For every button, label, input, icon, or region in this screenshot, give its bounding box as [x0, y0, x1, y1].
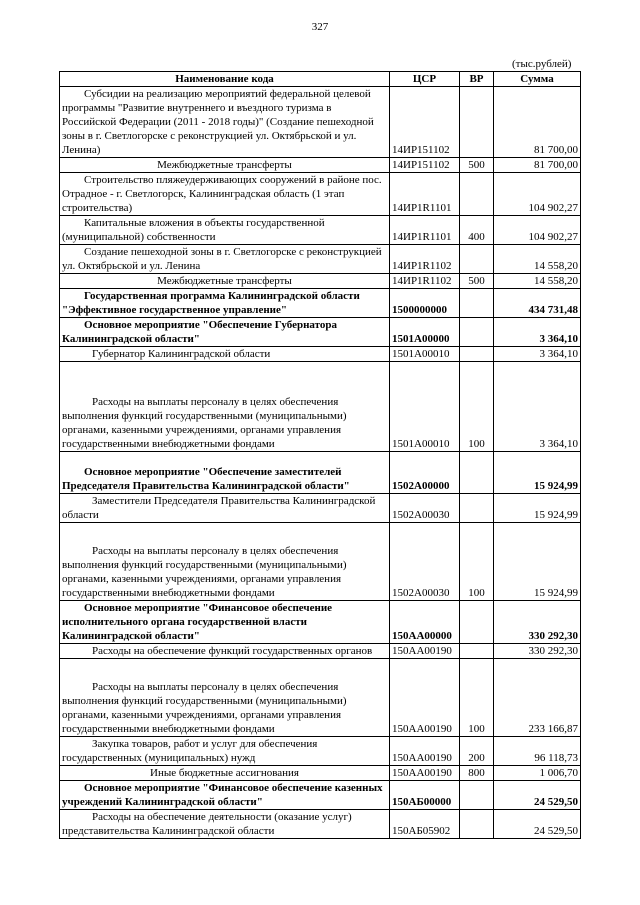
row-sum: 330 292,30 — [494, 644, 581, 659]
table-row — [60, 289, 581, 318]
row-sum: 1 006,70 — [494, 766, 581, 781]
table-row — [60, 523, 581, 601]
row-name: Государственная программа Калининградской области "Эффективное государственное управление" — [60, 289, 390, 318]
table-row — [60, 216, 581, 245]
table-header-row — [60, 72, 581, 87]
row-name: Межбюджетные трансферты — [60, 274, 390, 289]
row-vr — [460, 601, 494, 644]
row-sum: 24 529,50 — [494, 781, 581, 810]
row-csr: 1501А00000 — [390, 318, 460, 347]
table-row — [60, 87, 581, 158]
row-name: Основное мероприятие "Финансовое обеспечение казенных учреждений Калининградской области" — [60, 781, 390, 810]
row-csr: 1502А00000 — [390, 452, 460, 494]
row-csr: 14ИР1R1102 — [390, 274, 460, 289]
units-label: (тыс.рублей) — [512, 58, 572, 70]
header-sum: Сумма — [494, 72, 581, 87]
table-row — [60, 362, 581, 452]
row-sum: 81 700,00 — [494, 158, 581, 173]
row-csr: 14ИР1R1101 — [390, 216, 460, 245]
row-name: Капитальные вложения в объекты государственной (муниципальной) собственности — [60, 216, 390, 245]
row-sum: 3 364,10 — [494, 362, 581, 452]
table-row — [60, 810, 581, 839]
row-vr: 500 — [460, 274, 494, 289]
row-csr: 150АА00190 — [390, 737, 460, 766]
row-csr: 14ИР151102 — [390, 87, 460, 158]
row-vr — [460, 289, 494, 318]
row-sum: 81 700,00 — [494, 87, 581, 158]
row-vr: 500 — [460, 158, 494, 173]
row-sum: 104 902,27 — [494, 216, 581, 245]
row-csr: 150АБ00000 — [390, 781, 460, 810]
row-sum: 15 924,99 — [494, 452, 581, 494]
row-csr: 1501А00010 — [390, 347, 460, 362]
row-vr — [460, 452, 494, 494]
table-row — [60, 245, 581, 274]
row-csr: 150АА00190 — [390, 659, 460, 737]
header-csr: ЦСР — [390, 72, 460, 87]
row-sum: 14 558,20 — [494, 274, 581, 289]
row-name: Создание пешеходной зоны в г. Светлогорске с реконструкцией ул. Октябрьской и ул. Ленина — [60, 245, 390, 274]
row-csr: 150АБ05902 — [390, 810, 460, 839]
row-name: Межбюджетные трансферты — [60, 158, 390, 173]
table-row — [60, 494, 581, 523]
row-vr — [460, 810, 494, 839]
table-row — [60, 173, 581, 216]
row-csr: 150АА00000 — [390, 601, 460, 644]
table-row — [60, 659, 581, 737]
row-vr: 800 — [460, 766, 494, 781]
row-vr: 400 — [460, 216, 494, 245]
row-vr — [460, 494, 494, 523]
row-name: Основное мероприятие "Финансовое обеспечение исполнительного органа государственной власти Калининградской области" — [60, 601, 390, 644]
row-name: Основное мероприятие "Обеспечение заместителей Председателя Правительства Калининградской области" — [60, 452, 390, 494]
row-vr: 100 — [460, 523, 494, 601]
row-sum: 96 118,73 — [494, 737, 581, 766]
row-sum: 434 731,48 — [494, 289, 581, 318]
row-csr: 14ИР1R1101 — [390, 173, 460, 216]
row-vr: 100 — [460, 362, 494, 452]
table-row — [60, 274, 581, 289]
row-name: Иные бюджетные ассигнования — [60, 766, 390, 781]
row-name: Закупка товаров, работ и услуг для обеспечения государственных (муниципальных) нужд — [60, 737, 390, 766]
row-name: Расходы на выплаты персоналу в целях обеспечения выполнения функций государственными (муниципальными) органами, казенными учреждениями, органами управления государственными внебюджетными фондами — [60, 659, 390, 737]
row-name: Заместители Председателя Правительства Калининградской области — [60, 494, 390, 523]
row-csr: 14ИР1R1102 — [390, 245, 460, 274]
row-name: Расходы на обеспечение деятельности (оказание услуг) представительства Калининградской области — [60, 810, 390, 839]
row-csr: 1502А00030 — [390, 494, 460, 523]
row-vr — [460, 245, 494, 274]
row-sum: 233 166,87 — [494, 659, 581, 737]
row-vr — [460, 87, 494, 158]
row-vr: 100 — [460, 659, 494, 737]
row-sum: 14 558,20 — [494, 245, 581, 274]
table-row — [60, 737, 581, 766]
table-row — [60, 452, 581, 494]
row-name: Расходы на выплаты персоналу в целях обеспечения выполнения функций государственными (муниципальными) органами, казенными учреждениями, органами управления государственными внебюджетными фондами — [60, 523, 390, 601]
table-row — [60, 347, 581, 362]
header-name: Наименование кода — [60, 72, 390, 87]
header-vr: ВР — [460, 72, 494, 87]
table-row — [60, 601, 581, 644]
table-row — [60, 318, 581, 347]
row-vr: 200 — [460, 737, 494, 766]
row-sum: 3 364,10 — [494, 318, 581, 347]
page-number: 327 — [311, 21, 329, 33]
row-vr — [460, 318, 494, 347]
row-sum: 24 529,50 — [494, 810, 581, 839]
row-name: Строительство пляжеудерживающих сооружений в районе пос. Отрадное - г. Светлогорск, Калининградская область (1 этап строительства) — [60, 173, 390, 216]
row-name: Субсидии на реализацию мероприятий федеральной целевой программы "Развитие внутреннего и въездного туризма в Российской Федерации (2011 - 2018 годы)" (Создание пешеходной зоны в г. Светлогорске с реконструкцией ул. Октябрьской и ул. Ленина) — [60, 87, 390, 158]
row-sum: 15 924,99 — [494, 523, 581, 601]
row-csr: 14ИР151102 — [390, 158, 460, 173]
table-row — [60, 781, 581, 810]
row-csr: 150АА00190 — [390, 766, 460, 781]
row-name: Основное мероприятие "Обеспечение Губернатора Калининградской области" — [60, 318, 390, 347]
row-sum: 15 924,99 — [494, 494, 581, 523]
table-row — [60, 766, 581, 781]
row-vr — [460, 347, 494, 362]
row-csr: 1502А00030 — [390, 523, 460, 601]
row-vr — [460, 644, 494, 659]
row-name: Расходы на обеспечение функций государственных органов — [60, 644, 390, 659]
row-csr: 150АА00190 — [390, 644, 460, 659]
row-vr — [460, 781, 494, 810]
row-sum: 104 902,27 — [494, 173, 581, 216]
row-vr — [460, 173, 494, 216]
row-csr: 1500000000 — [390, 289, 460, 318]
table-row — [60, 644, 581, 659]
budget-table — [59, 71, 581, 839]
row-csr: 1501А00010 — [390, 362, 460, 452]
row-sum: 330 292,30 — [494, 601, 581, 644]
row-name: Расходы на выплаты персоналу в целях обеспечения выполнения функций государственными (муниципальными) органами, казенными учреждениями, органами управления государственными внебюджетными фондами — [60, 362, 390, 452]
row-name: Губернатор Калининградской области — [60, 347, 390, 362]
row-sum: 3 364,10 — [494, 347, 581, 362]
table-row — [60, 158, 581, 173]
